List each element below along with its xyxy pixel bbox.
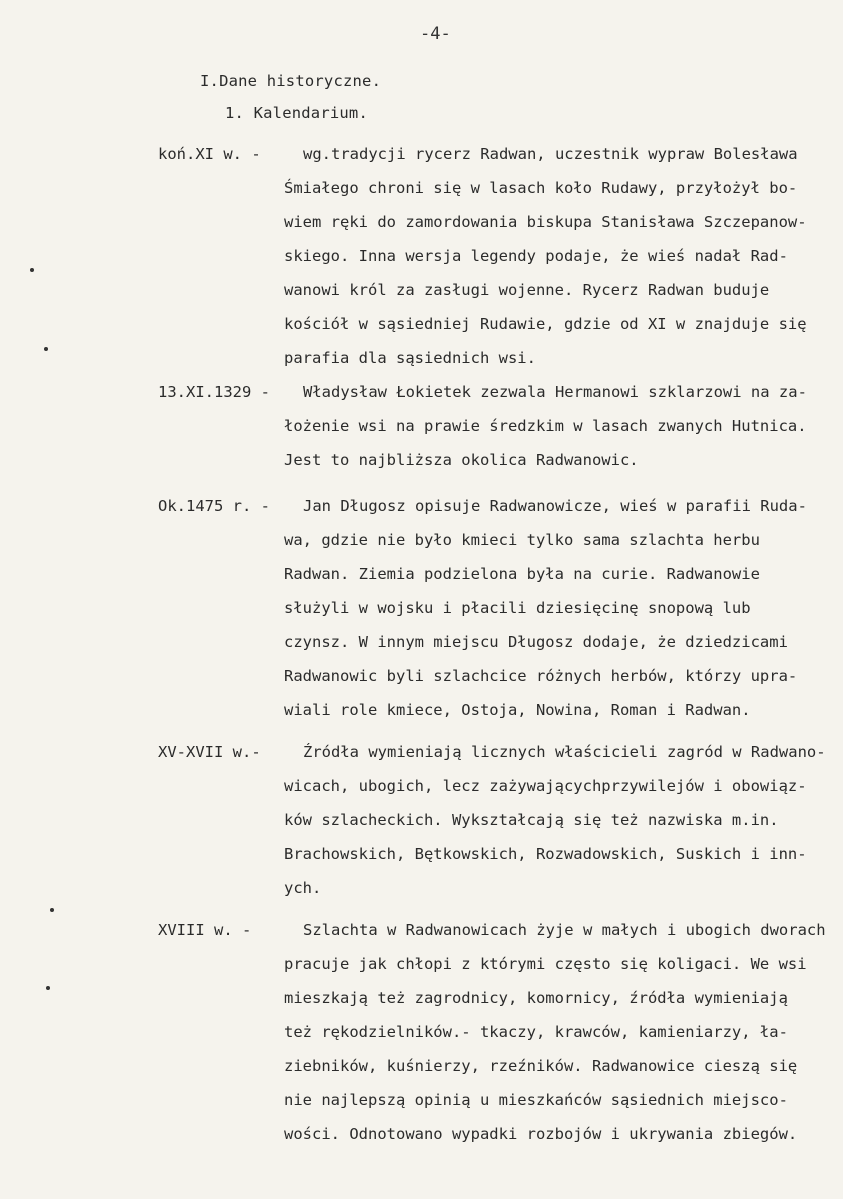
page-number: -4-: [420, 24, 451, 44]
entry-date: XV-XVII w.-: [158, 743, 261, 761]
entry-line: wiem ręki do zamordowania biskupa Stanisława Szczepanow-: [284, 213, 807, 231]
entry-date: XVIII w. -: [158, 921, 252, 939]
entry-line: też rękodzielników.- tkaczy, krawców, kamieniarzy, ła-: [284, 1023, 788, 1041]
entry-line: kościół w sąsiedniej Rudawie, gdzie od XI w znajduje się: [284, 315, 807, 333]
entry-line: ych.: [284, 879, 322, 897]
entry-line: Brachowskich, Bętkowskich, Rozwadowskich, Suskich i inn-: [284, 845, 807, 863]
entry-line: ków szlacheckich. Wykształcają się też nazwiska m.in.: [284, 811, 779, 829]
entry-date: Ok.1475 r. -: [158, 497, 270, 515]
entry-line: pracuje jak chłopi z którymi często się koligaci. We wsi: [284, 955, 807, 973]
entry-line: mieszkają też zagrodnicy, komornicy, źródła wymieniają: [284, 989, 788, 1007]
entry-line: Śmiałego chroni się w lasach koło Rudawy, przyłożył bo-: [284, 179, 798, 197]
margin-mark: [46, 986, 50, 990]
section-heading: I.Dane historyczne.: [200, 72, 382, 90]
entry-line: Szlachta w Radwanowicach żyje w małych i ubogich dworach: [303, 921, 826, 939]
entry-line: skiego. Inna wersja legendy podaje, że wieś nadał Rad-: [284, 247, 788, 265]
entry-line: wiali role kmiece, Ostoja, Nowina, Roman i Radwan.: [284, 701, 751, 719]
entry-line: wg.tradycji rycerz Radwan, uczestnik wypraw Bolesława: [303, 145, 798, 163]
margin-mark: [44, 347, 48, 351]
subsection-heading: 1. Kalendarium.: [225, 104, 368, 122]
entry-line: czynsz. W innym miejscu Długosz dodaje, że dziedzicami: [284, 633, 788, 651]
entry-line: wicach, ubogich, lecz zażywającychprzywilejów i obowiąz-: [284, 777, 807, 795]
entry-line: łożenie wsi na prawie średzkim w lasach zwanych Hutnica.: [284, 417, 807, 435]
entry-line: Radwanowic byli szlachcice różnych herbów, którzy upra-: [284, 667, 798, 685]
margin-mark: [50, 908, 54, 912]
entry-line: nie najlepszą opinią u mieszkańców sąsiednich miejsco-: [284, 1091, 788, 1109]
entry-line: Jest to najbliższa okolica Radwanowic.: [284, 451, 639, 469]
margin-mark: [30, 268, 34, 272]
entry-line: Władysław Łokietek zezwala Hermanowi szklarzowi na za-: [303, 383, 807, 401]
entry-line: wanowi król za zasługi wojenne. Rycerz Radwan buduje: [284, 281, 770, 299]
entry-line: wa, gdzie nie było kmieci tylko sama szlachta herbu: [284, 531, 760, 549]
entry-line: Radwan. Ziemia podzielona była na curie. Radwanowie: [284, 565, 760, 583]
entry-line: służyli w wojsku i płacili dziesięcinę snopową lub: [284, 599, 751, 617]
entry-line: Jan Długosz opisuje Radwanowicze, wieś w parafii Ruda-: [303, 497, 807, 515]
entry-line: parafia dla sąsiednich wsi.: [284, 349, 536, 367]
entry-line: wości. Odnotowano wypadki rozbojów i ukrywania zbiegów.: [284, 1125, 798, 1143]
entry-line: ziebników, kuśnierzy, rzeźników. Radwanowice cieszą się: [284, 1057, 798, 1075]
entry-line: Źródła wymieniają licznych właścicieli zagród w Radwano-: [303, 743, 826, 761]
entry-date: 13.XI.1329 -: [158, 383, 270, 401]
entry-date: koń.XI w. -: [158, 145, 261, 163]
